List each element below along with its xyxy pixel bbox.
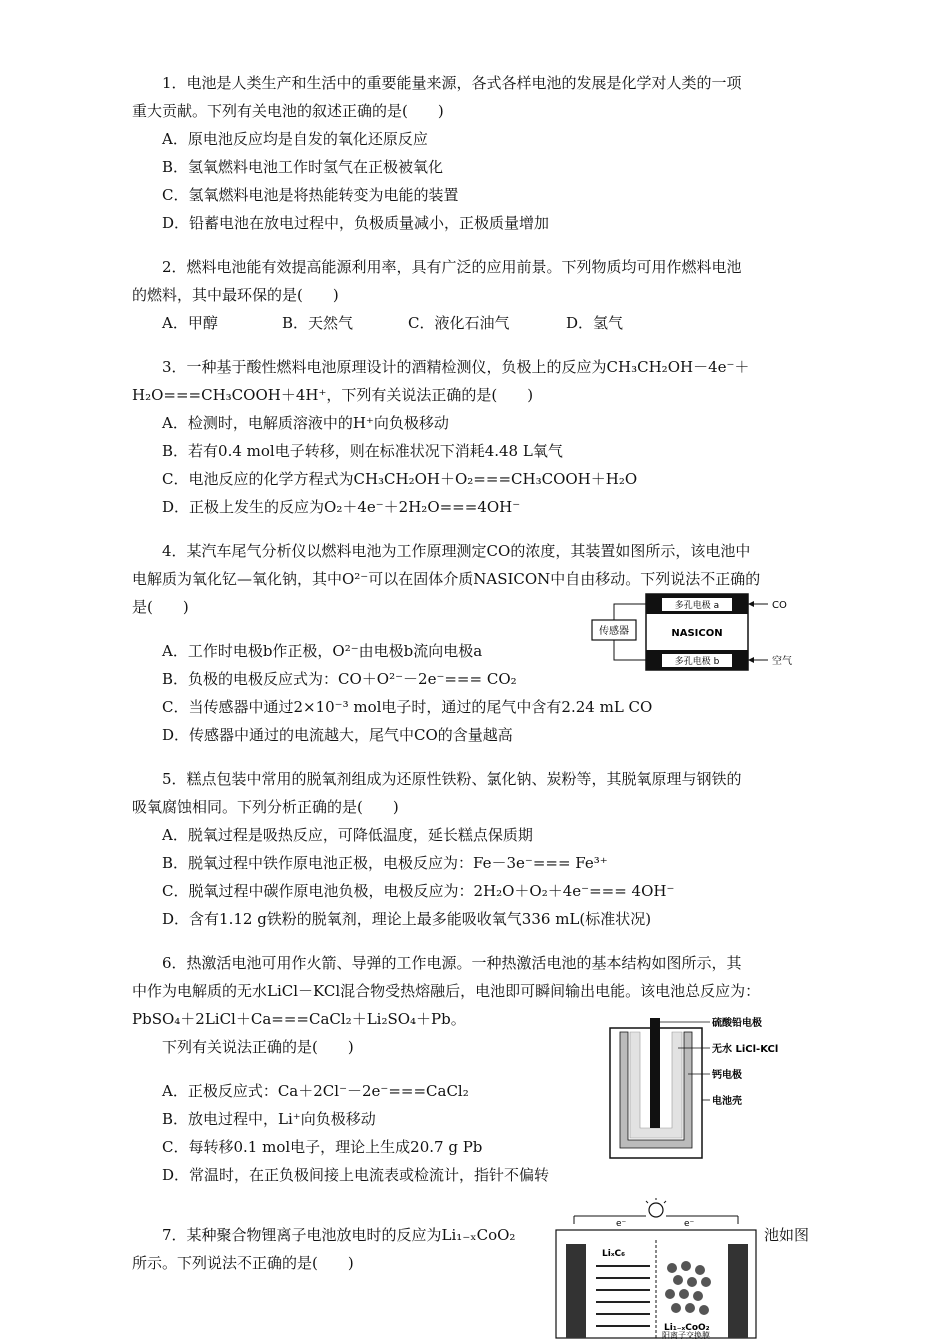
nasicon-label: NASICON [671,628,723,639]
q1-option-d: D．铅蓄电池在放电过程中，负极质量减小，正极质量增加 [162,214,550,232]
q1-option-b: B．氢氧燃料电池工作时氢气在正极被氧化 [162,158,444,176]
q3-option-b: B．若有0.4 mol电子转移，则在标准状况下消耗4.48 L氧气 [162,442,563,460]
air-label: 空气 [772,656,792,667]
sensor-label: 传感器 [599,626,629,637]
q2-option-c: C．液化石油气 [408,314,510,332]
q5-stem-line1: 5．糕点包装中常用的脱氧剂组成为还原性铁粉、氯化钠、炭粉等，其脱氧原理与钢铁的 [162,770,742,788]
q4-option-a: A．工作时电极b作正极，O²⁻由电极b流向电极a [162,642,483,660]
q4-option-b: B．负极的电极反应式为：CO＋O²⁻－2e⁻=== CO₂ [162,670,517,688]
q2-stem-line2: 的燃料，其中最环保的是( ) [132,286,339,304]
q3-stem-line2: H₂O===CH₃COOH＋4H⁺，下列有关说法正确的是( ) [132,386,534,404]
q5-option-a: A．脱氧过程是吸热反应，可降低温度，延长糕点保质期 [162,826,533,844]
q3-stem-line1: 3．一种基于酸性燃料电池原理设计的酒精检测仪，负极上的反应为CH₃CH₂OH－4e⁻＋ [162,358,750,376]
q5-option-d: D．含有1.12 g铁粉的脱氧剂，理论上最多能吸收氧气336 mL(标准状况) [162,910,652,928]
electron-label-right: e⁻ [684,1219,695,1229]
label-lead-sulfate: 硫酸铅电极 [712,1018,762,1029]
q5-option-b: B．脱氧过程中铁作原电池正极，电极反应为：Fe－3e⁻=== Fe³⁺ [162,854,608,872]
electrode-a-label: 多孔电极 a [674,601,720,611]
q6-option-c: C．每转移0.1 mol电子，理论上生成20.7 g Pb [162,1138,483,1156]
q4-option-d: D．传感器中通过的电流越大，尾气中CO的含量越高 [162,726,513,744]
label-licl-kcl: 无水 LiCl-KCl [712,1044,779,1055]
q6-stem-line2: 中作为电解质的无水LiCl－KCl混合物受热熔融后，电池即可瞬间输出电能。该电池总反应为： [132,982,761,1000]
q6-thermal-battery-diagram [606,1012,816,1162]
q3-option-d: D．正极上发生的反应为O₂＋4e⁻＋2H₂O===4OH⁻ [162,498,521,516]
q6-stem-line1: 6．热激活电池可用作火箭、导弹的工作电源。一种热激活电池的基本结构如图所示，其 [162,954,742,972]
graphite-layers [596,1266,650,1326]
right-electrode [728,1244,748,1338]
q1-stem-line1: 1．电池是人类生产和生活中的重要能量来源，各式各样电池的发展是化学对人类的一项 [162,74,742,92]
bulb-icon [649,1203,663,1217]
electrode-b-label: 多孔电极 b [674,657,720,667]
q6-option-b: B．放电过程中，Li⁺向负极移动 [162,1110,376,1128]
q3-option-c: C．电池反应的化学方程式为CH₃CH₂OH＋O₂===CH₃COOH＋H₂O [162,470,638,488]
q1-option-c: C．氢氧燃料电池是将热能转变为电能的装置 [162,186,459,204]
q7-li-ion-battery-diagram [552,1196,762,1342]
q6-stem-line4: 下列有关说法正确的是( ) [162,1038,354,1056]
q4-option-c: C．当传感器中通过2×10⁻³ mol电子时，通过的尾气中含有2.24 mL CO [162,698,653,716]
q4-stem-line2: 电解质为氧化钇—氧化钠，其中O²⁻可以在固体介质NASICON中自由移动。下列说法不正确的 [132,570,761,588]
q6-option-a: A．正极反应式：Ca＋2Cl⁻－2e⁻===CaCl₂ [162,1082,469,1100]
label-shell: 电池壳 [712,1096,742,1107]
q1-option-a: A．原电池反应均是自发的氧化还原反应 [162,130,428,148]
q4-stem-line1: 4．某汽车尾气分析仪以燃料电池为工作原理测定CO的浓度，其装置如图所示，该电池中 [162,542,751,560]
coo2-particles [665,1261,711,1315]
q2-option-a: A．甲醇 [162,314,218,332]
electron-label-left: e⁻ [616,1219,627,1229]
q5-option-c: C．脱氧过程中碳作原电池负极，电极反应为：2H₂O＋O₂＋4e⁻=== 4OH⁻ [162,882,675,900]
q6-option-d: D．常温时，在正负极间接上电流表或检流计，指针不偏转 [162,1166,550,1184]
q7-stem-line1: 7．某种聚合物锂离子电池放电时的反应为Li₁₋ₓCoO₂ [162,1226,516,1244]
label-calcium: 钙电极 [712,1070,742,1081]
lixc6-label: LiₓC₆ [602,1249,626,1259]
q2-option-b: B．天然气 [282,314,354,332]
q6-stem-line3: PbSO₄＋2LiCl＋Ca===CaCl₂＋Li₂SO₄＋Pb。 [132,1010,466,1028]
q7-stem-line2: 所示。下列说法不正确的是( ) [132,1254,354,1272]
q7-stem-line1-tail: 池如图 [764,1226,810,1244]
q3-option-a: A．检测时，电解质溶液中的H⁺向负极移动 [162,414,449,432]
q1-stem-line2: 重大贡献。下列有关电池的叙述正确的是( ) [132,102,444,120]
q4-nasicon-diagram [590,590,805,675]
q4-stem-line3: 是( ) [132,598,189,616]
left-electrode [566,1244,586,1338]
q2-option-d: D．氢气 [566,314,624,332]
membrane-label: 阳离子交换膜 [662,1331,710,1340]
co-label: CO [772,600,787,611]
li1-xcoo2-label: Li₁₋ₓCoO₂ [664,1323,710,1333]
lead-sulfate-electrode [650,1018,660,1128]
q5-stem-line2: 吸氧腐蚀相同。下列分析正确的是( ) [132,798,399,816]
q2-stem-line1: 2．燃料电池能有效提高能源利用率，具有广泛的应用前景。下列物质均可用作燃料电池 [162,258,742,276]
